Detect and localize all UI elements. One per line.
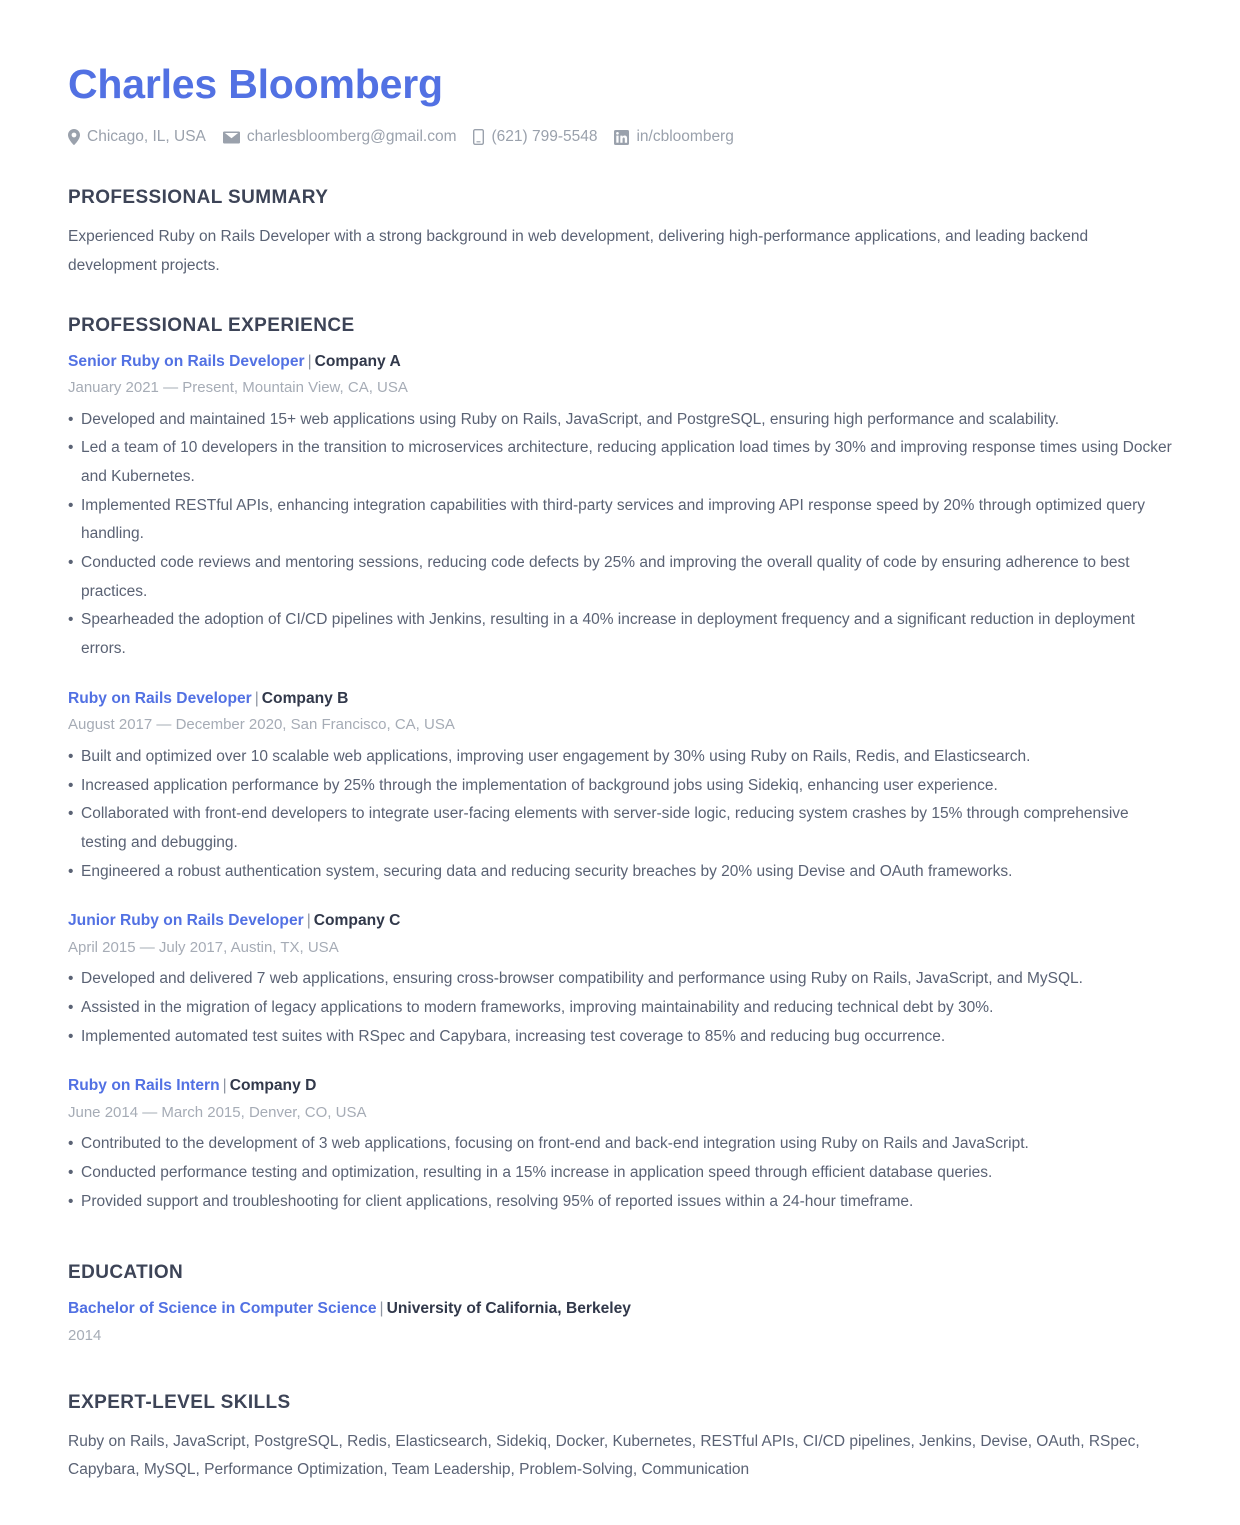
mobile-phone-icon [473, 129, 484, 145]
summary-text: Experienced Ruby on Rails Developer with a strong background in web development, delivering high-performance applications, and leading backend development projects. [68, 228, 1089, 274]
section-professional-summary [68, 187, 1172, 280]
experience-meta: January 2021 — Present, Mountain View, CA, USA [68, 379, 408, 397]
section-title-education: EDUCATION [68, 1262, 184, 1284]
linkedin-icon [614, 130, 629, 145]
education-school: University of California, Berkeley [386, 1300, 631, 1318]
contact-email[interactable] [223, 127, 457, 147]
experience-bullet: • Engineered a robust authentication system, securing data and reducing security breaches by 20% using Devise and OAuth frameworks. [68, 858, 1172, 887]
contact-location-text: Chicago, IL, USA [87, 128, 206, 146]
experience-bullet: • Increased application performance by 25% through the implementation of background jobs using Sidekiq, enhancing user experience. [68, 772, 1172, 801]
candidate-name: Charles Bloomberg [68, 61, 443, 107]
experience-title-line [68, 1075, 1172, 1098]
section-skills [68, 1392, 1172, 1485]
experience-bullet: • Led a team of 10 developers in the transition to microservices architecture, reducing application load times by 30% and improving response times using Docker and Kubernetes. [68, 434, 1172, 491]
section-professional-experience [68, 315, 1172, 1217]
skills-text: Ruby on Rails, JavaScript, PostgreSQL, Redis, Elasticsearch, Sidekiq, Docker, Kubernetes, RESTful APIs, CI/CD pipelines, Jenkins, Devise, OAuth, RSpec, Capybara, MySQL, Performance Optimization, Team Leadership, Problem-Solving, Communication [68, 1432, 1140, 1479]
education-separator: | [379, 1300, 384, 1318]
experience-separator: | [307, 352, 312, 370]
experience-title-line [68, 351, 1172, 374]
experience-bullet: • Developed and delivered 7 web applications, ensuring cross-browser compatibility and performance using Ruby on Rails, JavaScript, and MySQL. [68, 965, 1172, 994]
section-education [68, 1262, 1172, 1347]
experience-bullet: • Assisted in the migration of legacy applications to modern frameworks, improving maintainability and reducing technical debt by 30%. [68, 994, 1172, 1023]
envelope-icon [223, 131, 240, 144]
experience-role: Junior Ruby on Rails Developer [68, 912, 304, 930]
experience-company: Company A [314, 352, 401, 370]
experience-bullet: • Contributed to the development of 3 web applications, focusing on front-end and back-end integration using Ruby on Rails and JavaScript. [68, 1130, 1172, 1159]
section-title-summary: PROFESSIONAL SUMMARY [68, 187, 329, 209]
experience-entry [68, 351, 1172, 664]
education-degree: Bachelor of Science in Computer Science [68, 1300, 377, 1318]
section-title-skills: EXPERT-LEVEL SKILLS [68, 1391, 291, 1413]
contact-email-text: charlesbloomberg@gmail.com [246, 128, 457, 146]
experience-meta: April 2015 — July 2017, Austin, TX, USA [68, 938, 339, 956]
experience-meta: June 2014 — March 2015, Denver, CO, USA [68, 1103, 367, 1121]
experience-entry [68, 910, 1172, 1051]
experience-bullets [68, 1130, 1172, 1216]
contact-phone-text: (621) 799-5548 [491, 128, 598, 146]
resume-header [68, 62, 1172, 147]
experience-bullet: • Implemented RESTful APIs, enhancing integration capabilities with third-party services and improving API response speed by 20% through optimized query handling. [68, 492, 1172, 549]
contact-linkedin-text: in/cbloomberg [636, 128, 734, 146]
experience-bullets [68, 743, 1172, 886]
experience-entry [68, 1075, 1172, 1216]
contact-phone[interactable] [473, 127, 597, 147]
experience-company: Company D [229, 1077, 317, 1095]
education-year: 2014 [68, 1327, 102, 1345]
contact-location[interactable] [68, 127, 206, 147]
experience-role: Ruby on Rails Developer [68, 689, 252, 707]
experience-bullet: • Spearheaded the adoption of CI/CD pipelines with Jenkins, resulting in a 40% increase in deployment frequency and a significant reduction in deployment errors. [68, 606, 1172, 663]
experience-bullet: • Collaborated with front-end developers to integrate user-facing elements with server-side logic, reducing system crashes by 15% through comprehensive testing and debugging. [68, 800, 1172, 857]
contact-linkedin[interactable] [614, 127, 733, 147]
experience-separator: | [222, 1077, 227, 1095]
experience-entry [68, 688, 1172, 886]
experience-role: Ruby on Rails Intern [68, 1077, 220, 1095]
experience-separator: | [254, 689, 259, 707]
experience-role: Senior Ruby on Rails Developer [68, 352, 305, 370]
experience-bullet: • Conducted performance testing and optimization, resulting in a 15% increase in application speed through efficient database queries. [68, 1159, 1172, 1188]
experience-separator: | [306, 912, 311, 930]
experience-bullet: • Built and optimized over 10 scalable web applications, improving user engagement by 30% using Ruby on Rails, Redis, and Elasticsearch. [68, 743, 1172, 772]
experience-bullet: • Implemented automated test suites with RSpec and Capybara, increasing test coverage to 85% and reducing bug occurrence. [68, 1023, 1172, 1052]
location-pin-icon [68, 129, 80, 145]
experience-title-line [68, 688, 1172, 711]
experience-bullet: • Provided support and troubleshooting for client applications, resolving 95% of reported issues within a 24-hour timeframe. [68, 1188, 1172, 1217]
contact-bar [68, 127, 1172, 147]
experience-bullet: • Conducted code reviews and mentoring sessions, reducing code defects by 25% and improving the overall quality of code by ensuring adherence to best practices. [68, 549, 1172, 606]
education-title-line [68, 1298, 1172, 1321]
experience-bullets [68, 965, 1172, 1051]
experience-bullet: • Developed and maintained 15+ web applications using Ruby on Rails, JavaScript, and PostgreSQL, ensuring high performance and scalability. [68, 406, 1172, 435]
experience-meta: August 2017 — December 2020, San Francisco, CA, USA [68, 716, 455, 734]
experience-company: Company B [261, 689, 349, 707]
experience-title-line [68, 910, 1172, 933]
experience-bullets [68, 406, 1172, 664]
experience-company: Company C [313, 912, 401, 930]
section-title-experience: PROFESSIONAL EXPERIENCE [68, 314, 355, 336]
